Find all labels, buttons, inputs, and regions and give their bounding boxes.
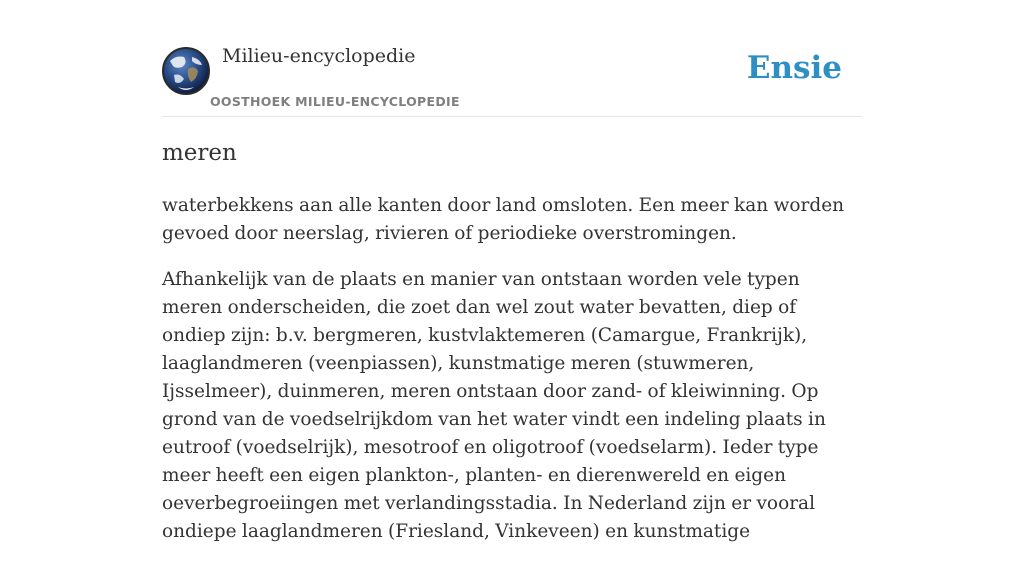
ensie-brand-logo[interactable]: Ensie — [746, 50, 842, 86]
site-subtitle: OOSTHOEK MILIEU-ENCYCLOPEDIE — [210, 94, 460, 109]
entry-paragraph: waterbekkens aan alle kanten door land omsloten. Een meer kan worden gevoed door neerslag, rivieren of periodieke overstromingen. — [162, 195, 845, 244]
site-header — [162, 0, 862, 117]
entry-body — [162, 192, 862, 564]
site-title-link[interactable]: Milieu-encyclopedie — [222, 45, 416, 67]
page-container — [162, 0, 862, 542]
earth-globe-icon[interactable] — [162, 47, 210, 95]
entry-paragraph: Afhankelijk van de plaats en manier van ontstaan worden vele typen meren onderscheiden, die zoet dan wel zout water bevatten, diep of ondiep zijn: b.v. bergmeren, kustvlaktemeren (Camargue, Frankrijk), laaglandmeren (veenpiassen), kunstmatige meren (stuwmeren, Ijsselmeer), duinmeren, meren ontstaan door zand- of kleiwinning. Op grond van de voedselrijkdom van het water vindt een indeling plaats in eutroof (voedselrijk), mesotroof en oligotroof (voedselarm). Ieder type meer heeft een eigen plankton-, planten- en dierenwereld en eigen oeverbegroeiingen met verlandingsstadia. In Nederland zijn er vooral ondiepe laaglandmeren (Friesland, Vinkeveen) en kunstmatige — [162, 269, 826, 542]
entry-title: meren — [162, 140, 237, 166]
